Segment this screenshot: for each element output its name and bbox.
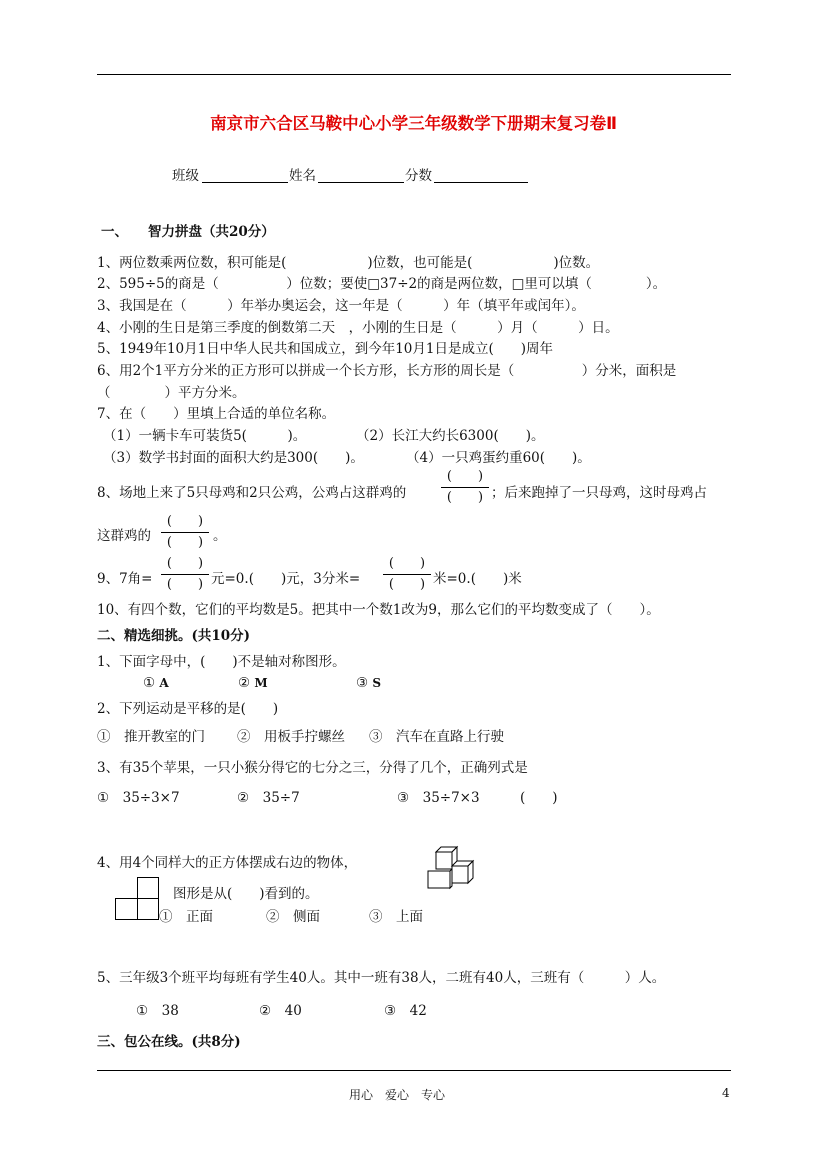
s2-question-4b: 图形是从( )看到的。 [173, 886, 319, 902]
section-1-number: 一、 [101, 224, 128, 240]
s2-q1-option-1[interactable] [143, 675, 169, 691]
option-marker: ③ [356, 675, 369, 691]
score-label: 分数 [405, 168, 432, 184]
s1-question-6b: （ ）平方分米。 [97, 385, 246, 401]
s1-question-10: 10、有四个数，它们的平均数是5。把其中一个数1改为9，那么它们的平均数变成了（ ）。 [97, 602, 660, 618]
class-label: 班级 [172, 168, 199, 184]
s2-q2-option-3[interactable]: ③ 汽车在直路上行驶 [369, 729, 504, 745]
s2-q3-option-1[interactable]: ① 35÷3×7 [97, 790, 180, 806]
header-rule [97, 74, 731, 75]
s1-question-3: 3、我国是在（ ）年举办奥运会，这一年是（ ）年（填平年或闰年）。 [97, 298, 585, 314]
s2-q3-answer-paren[interactable]: ( ) [520, 790, 558, 806]
s2-q2-option-1[interactable]: ① 推开教室的门 [97, 729, 205, 745]
s1-question-5: 5、1949年10月1日中华人民共和国成立，到今年10月1日是成立( )周年 [97, 341, 554, 357]
s1-question-8d: 。 [213, 528, 227, 544]
s2-q3-option-3[interactable]: ③ 35÷7×3 [397, 790, 480, 806]
s2-q5-option-2[interactable]: ② 40 [259, 1003, 302, 1019]
s1-question-9b: 元=0.( )元，3分米= [211, 571, 361, 587]
fraction-numerator: ( ) [166, 556, 204, 571]
s2-q4-option-2[interactable]: ② 侧面 [266, 909, 320, 925]
fraction-bar [161, 574, 209, 575]
option-letter: S [372, 676, 382, 690]
page-number: 4 [722, 1086, 730, 1100]
fraction-numerator: ( ) [446, 469, 484, 484]
s1-question-6a: 6、用2个1平方分米的正方形可以拼成一个长方形，长方形的周长是（ ）分米，面积是 [97, 363, 677, 379]
view-square-bottom-left [115, 898, 138, 920]
fraction-denominator: ( ) [166, 535, 204, 550]
view-square-bottom-right [137, 898, 159, 920]
name-label: 姓名 [289, 168, 316, 184]
s2-q4-option-3[interactable]: ③ 上面 [369, 909, 423, 925]
fraction-bar [161, 532, 209, 533]
fraction-numerator: ( ) [388, 556, 426, 571]
name-blank[interactable] [318, 182, 404, 183]
score-blank[interactable] [434, 182, 528, 183]
s2-question-5: 5、三年级3个班平均每班有学生40人。其中一班有38人，二班有40人，三班有（ ）人。 [97, 970, 666, 986]
s1-question-2: 2、595÷5的商是（ ）位数；要使□37÷2的商是两位数，□里可以填（ ）。 [97, 276, 667, 292]
s1-question-9a: 9、7角= [97, 571, 153, 587]
s1-question-7-2: （2）长江大约长6300( )。 [356, 428, 545, 444]
s1-question-7-1: （1）一辆卡车可装货5( )。 [103, 428, 307, 444]
s1-question-9c: 米=0.( )米 [433, 571, 522, 587]
s2-q3-option-2[interactable]: ② 35÷7 [237, 790, 300, 806]
s1-question-8b: ；后来跑掉了一只母鸡，这时母鸡占 [491, 485, 707, 501]
class-blank[interactable] [202, 182, 288, 183]
page-title: 南京市六合区马鞍中心小学三年级数学下册期末复习卷Ⅱ [210, 114, 617, 133]
s1-question-7-3: （3）数学书封面的面积大约是300( )。 [103, 450, 364, 466]
s2-question-3: 3、有35个苹果，一只小猴分得它的七分之三，分得了几个，正确列式是 [97, 760, 528, 776]
option-marker: ① [143, 675, 156, 691]
s2-q4-option-1[interactable]: ① 正面 [159, 909, 213, 925]
s2-question-1: 1、下面字母中，( )不是轴对称图形。 [97, 654, 346, 670]
footer-rule [97, 1070, 731, 1071]
option-letter: M [254, 676, 268, 690]
cubes-3d-figure [425, 844, 481, 890]
footer-motto: 用心 爱心 专心 [349, 1088, 446, 1102]
s2-question-2: 2、下列运动是平移的是( ) [97, 701, 279, 717]
option-marker: ② [238, 675, 251, 691]
section-3-heading: 三、包公在线。(共8分) [97, 1034, 241, 1050]
option-letter: A [159, 676, 169, 690]
s1-question-7: 7、在（ ）里填上合适的单位名称。 [97, 406, 336, 422]
fraction-bar [441, 487, 489, 488]
s2-q5-option-3[interactable]: ③ 42 [384, 1003, 427, 1019]
fraction-denominator: ( ) [166, 577, 204, 592]
s1-question-8c: 这群鸡的 [97, 528, 151, 544]
view-square-top [137, 877, 159, 899]
s1-question-4: 4、小刚的生日是第三季度的倒数第二天 ，小刚的生日是（ ）月（ ）日。 [97, 320, 619, 336]
s2-q1-option-2[interactable] [238, 675, 268, 691]
fraction-denominator: ( ) [388, 577, 426, 592]
section-1-heading: 智力拼盘（共20分） [148, 224, 275, 240]
fraction-denominator: ( ) [446, 490, 484, 505]
fraction-bar [383, 574, 431, 575]
s1-question-7-4: （4）一只鸡蛋约重60( )。 [406, 450, 591, 466]
fraction-numerator: ( ) [166, 514, 204, 529]
s2-question-4: 4、用4个同样大的正方体摆成右边的物体， [97, 855, 358, 871]
s1-question-8a: 8、场地上来了5只母鸡和2只公鸡，公鸡占这群鸡的 [97, 485, 407, 501]
s2-q5-option-1[interactable]: ① 38 [136, 1003, 179, 1019]
section-2-heading: 二、精选细挑。(共10分) [97, 628, 251, 644]
s2-q1-option-3[interactable] [356, 675, 381, 691]
s1-question-1: 1、两位数乘两位数，积可能是( )位数，也可能是( )位数。 [97, 255, 600, 271]
s2-q2-option-2[interactable]: ② 用板手拧螺丝 [237, 729, 345, 745]
